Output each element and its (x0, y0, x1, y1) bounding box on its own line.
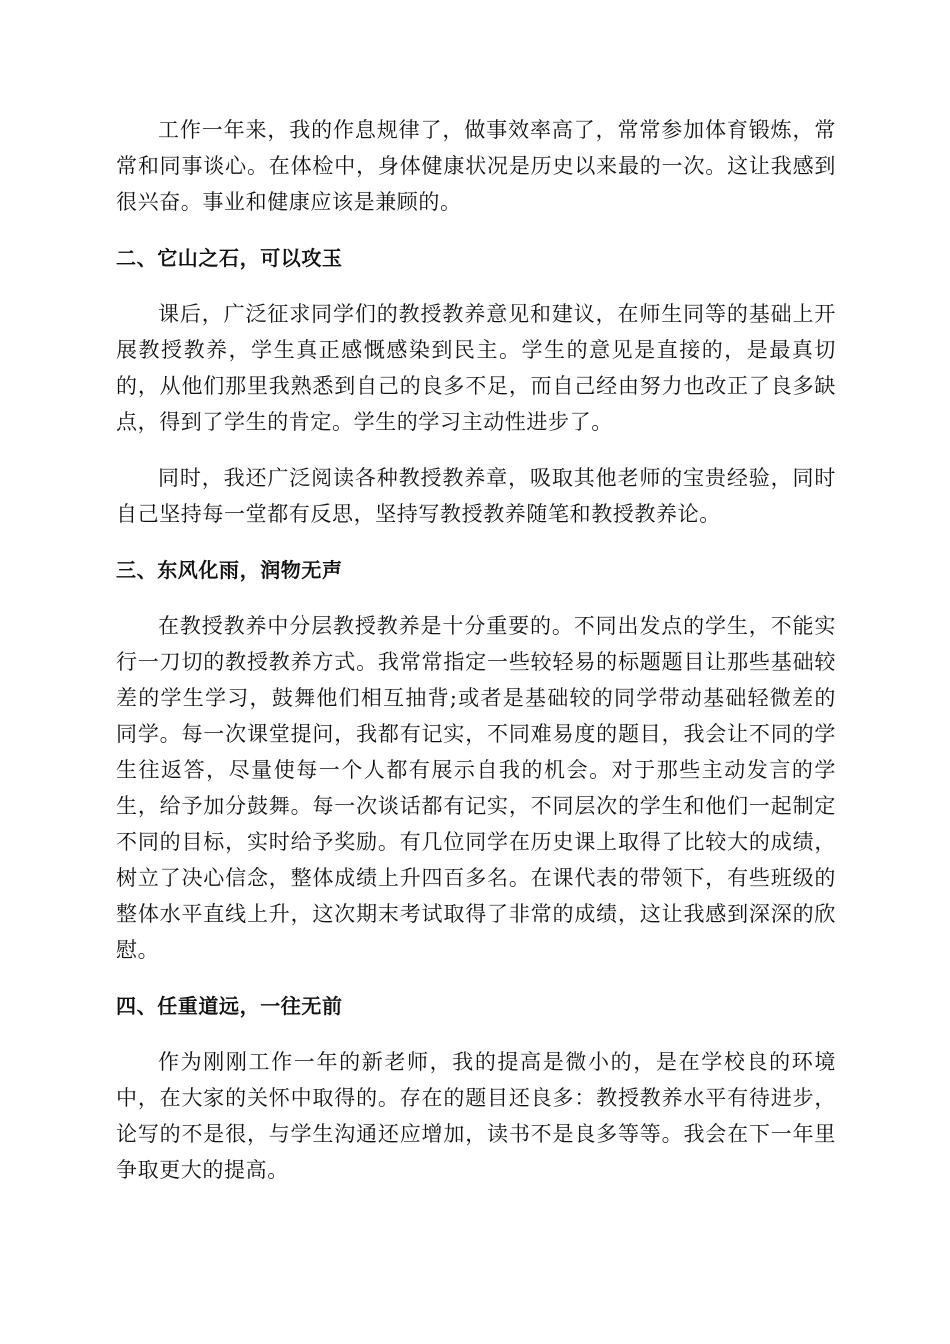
paragraph-reading-reflection: 同时，我还广泛阅读各种教授教养章，吸取其他老师的宝贵经验，同时自己坚持每一堂都有反思，坚持写教授教养随笔和教授教养论。 (116, 466, 836, 526)
section-heading-3: 三、东风化雨，润物无声 (116, 558, 343, 582)
paragraph-tiered-teaching: 在教授教养中分层教授教养是十分重要的。不同出发点的学生，不能实行一刀切的教授教养方式。我常常指定一些较轻易的标题题目让那些基础较差的学生学习，鼓舞他们相互抽背;或者是基础较的同学带动基础轻微差的同学。每一次课堂提问，我都有记实，不同难易度的题目，我会让不同的学生往返答，尽量使每一个人都有展示自我的机会。对于那些主动发言的学生，给予加分鼓舞。每一次谈话都有记实，不同层次的学生和他们一起制定不同的目标，实时给予奖励。有几位同学在历史课上取得了比较大的成绩，树立了决心信念，整体成绩上升四百多名。在课代表的带领下，有些班级的整体水平直线上升，这次期末考试取得了非常的成绩，这让我感到深深的欣慰。 (116, 614, 836, 962)
section-heading-4: 四、任重道远，一往无前 (116, 994, 343, 1018)
paragraph-health: 工作一年来，我的作息规律了，做事效率高了，常常参加体育锻炼，常常和同事谈心。在体检中，身体健康状况是历史以来最的一次。这让我感到很兴奋。事业和健康应该是兼顾的。 (116, 118, 836, 214)
paragraph-student-feedback: 课后，广泛征求同学们的教授教养意见和建议，在师生同等的基础上开展教授教养，学生真正感慨感染到民主。学生的意见是直接的，是最真切的，从他们那里我熟悉到自己的良多不足，而自己经由努力也改正了良多缺点，得到了学生的肯定。学生的学习主动性进步了。 (116, 302, 836, 434)
paragraph-future-goals: 作为刚刚工作一年的新老师，我的提高是微小的，是在学校良的环境中，在大家的关怀中取得的。存在的题目还良多：教授教养水平有待进步，论写的不是很，与学生沟通还应增加，读书不是良多等等。我会在下一年里争取更大的提高。 (116, 1050, 836, 1182)
document-page (116, 112, 836, 1188)
section-heading-2: 二、它山之石，可以攻玉 (116, 246, 343, 270)
